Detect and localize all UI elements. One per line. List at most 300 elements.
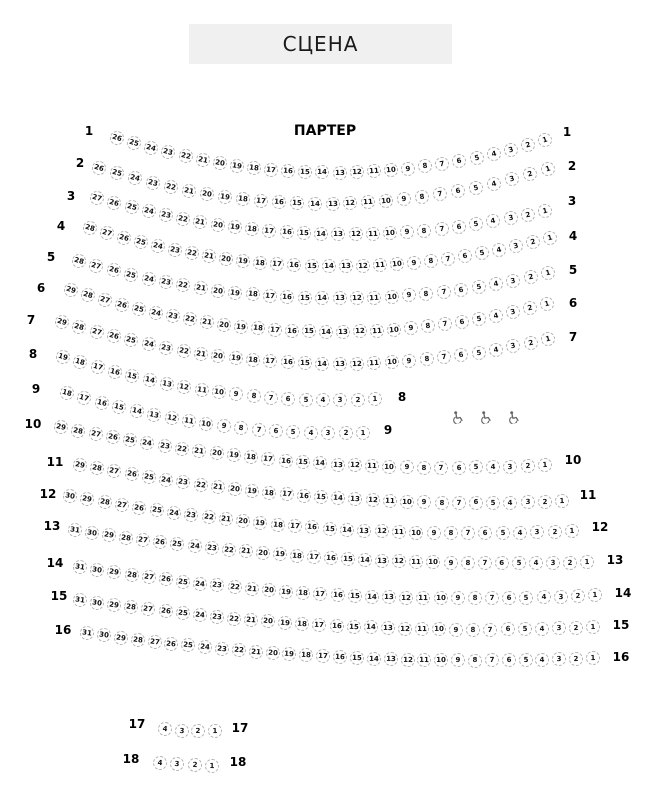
seat[interactable]: 4 xyxy=(488,307,504,323)
seat[interactable]: 22 xyxy=(182,311,198,327)
seat[interactable]: 19 xyxy=(228,285,243,300)
seat[interactable]: 1 xyxy=(539,160,557,178)
seat[interactable]: 13 xyxy=(330,457,345,472)
seat[interactable]: 26 xyxy=(106,194,123,211)
seat[interactable]: 6 xyxy=(502,653,516,667)
seat[interactable]: 10 xyxy=(433,591,447,605)
seat[interactable]: 7 xyxy=(437,316,453,332)
seat[interactable]: 6 xyxy=(450,183,466,199)
seat[interactable]: 6 xyxy=(457,248,473,264)
seat[interactable]: 4 xyxy=(488,342,504,358)
seat[interactable]: 28 xyxy=(118,530,134,546)
seat[interactable]: 15 xyxy=(304,259,318,273)
seat[interactable]: 21 xyxy=(218,512,233,527)
seat[interactable]: 8 xyxy=(460,556,474,570)
seat[interactable]: 12 xyxy=(365,493,380,508)
seat[interactable]: 16 xyxy=(285,323,300,338)
seat[interactable]: 2 xyxy=(522,269,539,286)
seat[interactable]: 18 xyxy=(262,485,277,500)
seat[interactable]: 25 xyxy=(170,536,186,552)
seat[interactable]: 5 xyxy=(517,622,531,636)
seat[interactable]: 28 xyxy=(130,632,146,648)
seat[interactable]: 3 xyxy=(503,459,517,473)
seat[interactable]: 25 xyxy=(108,165,125,182)
seat[interactable]: 15 xyxy=(313,489,328,504)
seat[interactable]: 6 xyxy=(454,314,470,330)
seat[interactable]: 9 xyxy=(402,353,417,368)
seat[interactable]: 15 xyxy=(341,552,356,567)
seat[interactable]: 13 xyxy=(331,227,345,241)
seat[interactable]: 20 xyxy=(235,513,250,528)
seat[interactable]: 18 xyxy=(235,191,251,207)
seat[interactable]: 8 xyxy=(419,352,434,367)
seat[interactable]: 17 xyxy=(287,519,302,534)
seat[interactable]: 27 xyxy=(141,601,157,617)
seat[interactable]: 20 xyxy=(209,445,225,461)
seat[interactable]: 1 xyxy=(541,229,558,246)
seat[interactable]: 17 xyxy=(306,549,321,564)
seat[interactable]: 13 xyxy=(339,259,353,273)
seat[interactable]: 16 xyxy=(280,290,295,305)
seat[interactable]: 13 xyxy=(333,357,347,371)
seat[interactable]: 19 xyxy=(229,158,245,174)
seat[interactable]: 27 xyxy=(88,189,105,206)
seat[interactable]: 4 xyxy=(316,393,330,407)
seat[interactable]: 23 xyxy=(144,175,161,192)
seat[interactable]: 27 xyxy=(87,426,103,442)
seat[interactable]: 9 xyxy=(417,495,431,509)
seat[interactable]: 16 xyxy=(280,355,295,370)
seat[interactable]: 22 xyxy=(226,611,241,626)
seat[interactable]: 23 xyxy=(158,207,175,224)
seat[interactable]: 24 xyxy=(197,639,212,654)
seat[interactable]: 15 xyxy=(124,368,141,385)
seat[interactable]: 28 xyxy=(124,567,140,583)
seat[interactable]: 4 xyxy=(485,145,502,162)
seat[interactable]: 2 xyxy=(538,494,552,508)
seat[interactable]: 22 xyxy=(184,245,200,261)
seat[interactable]: 13 xyxy=(336,325,350,339)
seat[interactable]: 21 xyxy=(191,443,207,459)
seat[interactable]: 7 xyxy=(485,591,499,605)
seat[interactable]: 22 xyxy=(193,477,209,493)
seat[interactable]: 14 xyxy=(358,552,373,567)
seat[interactable]: 5 xyxy=(468,149,485,166)
seat[interactable]: 10 xyxy=(384,289,399,304)
seat[interactable]: 18 xyxy=(245,352,260,367)
seat[interactable]: 12 xyxy=(176,379,192,395)
seat[interactable]: 16 xyxy=(324,550,339,565)
seat[interactable]: 13 xyxy=(375,553,390,568)
seat[interactable]: 27 xyxy=(147,634,163,650)
seat[interactable]: 15 xyxy=(296,226,311,241)
seat[interactable]: 28 xyxy=(81,219,99,237)
seat[interactable]: 4 xyxy=(152,755,167,770)
seat[interactable]: 3 xyxy=(502,141,519,158)
seat[interactable]: 12 xyxy=(398,621,412,635)
seat[interactable]: 17 xyxy=(268,322,283,337)
seat[interactable]: 12 xyxy=(350,356,364,370)
seat[interactable]: 9 xyxy=(406,255,421,270)
seat[interactable]: 2 xyxy=(563,555,577,569)
seat[interactable]: 19 xyxy=(236,253,252,269)
seat[interactable]: 24 xyxy=(166,505,182,521)
seat[interactable]: 24 xyxy=(143,139,160,156)
seat[interactable]: 20 xyxy=(218,251,234,267)
seat[interactable]: 20 xyxy=(210,348,226,364)
seat[interactable]: 1 xyxy=(208,724,223,739)
seat[interactable]: 24 xyxy=(141,336,158,353)
seat[interactable]: 26 xyxy=(116,229,133,246)
seat[interactable]: 12 xyxy=(374,524,389,539)
seat[interactable]: 18 xyxy=(250,321,265,336)
seat[interactable]: 25 xyxy=(123,266,140,283)
seat[interactable]: 28 xyxy=(70,252,87,269)
seat[interactable]: 20 xyxy=(255,545,270,560)
seat[interactable]: 4 xyxy=(529,556,543,570)
seat[interactable]: 10 xyxy=(211,384,227,400)
seat[interactable]: 16 xyxy=(330,588,345,603)
seat[interactable]: 11 xyxy=(365,226,379,240)
seat[interactable]: 26 xyxy=(108,129,126,147)
seat[interactable]: 17 xyxy=(263,354,278,369)
seat[interactable]: 2 xyxy=(187,758,202,773)
seat[interactable]: 12 xyxy=(348,227,362,241)
seat[interactable]: 29 xyxy=(53,419,70,436)
seat[interactable]: 12 xyxy=(350,291,364,305)
seat[interactable]: 18 xyxy=(299,648,314,663)
seat[interactable]: 8 xyxy=(444,526,458,540)
seat[interactable]: 23 xyxy=(160,144,177,161)
seat[interactable]: 28 xyxy=(71,318,88,335)
seat[interactable]: 25 xyxy=(123,332,140,349)
seat[interactable]: 2 xyxy=(522,335,539,352)
seat[interactable]: 11 xyxy=(181,413,197,429)
seat[interactable]: 13 xyxy=(333,291,347,305)
seat[interactable]: 16 xyxy=(279,225,294,240)
seat[interactable]: 22 xyxy=(175,343,191,359)
seat[interactable]: 20 xyxy=(212,155,228,171)
seat[interactable]: 3 xyxy=(530,525,544,539)
seat[interactable]: 24 xyxy=(140,270,157,287)
seat[interactable]: 30 xyxy=(89,562,105,578)
seat[interactable]: 2 xyxy=(350,392,364,406)
seat[interactable]: 14 xyxy=(307,196,321,210)
seat[interactable]: 2 xyxy=(570,589,585,604)
seat[interactable]: 6 xyxy=(502,591,516,605)
seat[interactable]: 31 xyxy=(72,559,88,575)
seat[interactable]: 25 xyxy=(133,234,150,251)
seat[interactable]: 6 xyxy=(453,347,469,363)
seat[interactable]: 25 xyxy=(180,638,195,653)
seat[interactable]: 26 xyxy=(131,500,147,516)
seat[interactable]: 29 xyxy=(62,281,80,299)
seat[interactable]: 9 xyxy=(443,556,457,570)
seat[interactable]: 17 xyxy=(263,288,278,303)
seat[interactable]: 3 xyxy=(520,495,534,509)
seat[interactable]: 13 xyxy=(357,523,372,538)
seat[interactable]: 21 xyxy=(181,182,197,198)
seat[interactable]: 8 xyxy=(466,622,480,636)
seat[interactable]: 10 xyxy=(409,525,423,539)
seat[interactable]: 8 xyxy=(420,319,436,335)
seat[interactable]: 29 xyxy=(106,597,122,613)
seat[interactable]: 11 xyxy=(370,323,385,338)
seat[interactable]: 22 xyxy=(177,148,194,165)
seat[interactable]: 3 xyxy=(505,272,521,288)
seat[interactable]: 10 xyxy=(389,257,404,272)
seat[interactable]: 18 xyxy=(245,287,260,302)
seat[interactable]: 24 xyxy=(126,170,143,187)
seat[interactable]: 27 xyxy=(135,532,151,548)
seat[interactable]: 1 xyxy=(205,759,219,773)
seat[interactable]: 16 xyxy=(106,363,123,380)
seat[interactable]: 9 xyxy=(229,387,244,402)
seat[interactable]: 25 xyxy=(175,574,191,590)
seat[interactable]: 22 xyxy=(201,510,217,526)
seat[interactable]: 17 xyxy=(313,586,328,601)
seat[interactable]: 17 xyxy=(261,451,276,466)
seat[interactable]: 31 xyxy=(67,522,83,538)
seat[interactable]: 27 xyxy=(88,257,105,274)
seat[interactable]: 20 xyxy=(261,614,276,629)
seat[interactable]: 2 xyxy=(525,234,542,251)
seat[interactable]: 13 xyxy=(382,590,396,604)
seat[interactable]: 5 xyxy=(470,279,486,295)
seat[interactable]: 24 xyxy=(192,576,207,591)
seat[interactable]: 14 xyxy=(314,226,328,240)
seat[interactable]: 2 xyxy=(569,620,584,635)
seat[interactable]: 20 xyxy=(216,317,232,333)
seat[interactable]: 13 xyxy=(383,652,397,666)
seat[interactable]: 14 xyxy=(319,325,333,339)
seat[interactable]: 25 xyxy=(149,502,165,518)
seat[interactable]: 5 xyxy=(471,345,487,361)
seat[interactable]: 21 xyxy=(193,280,209,296)
seat[interactable]: 6 xyxy=(453,282,469,298)
seat[interactable]: 13 xyxy=(159,375,175,391)
seat[interactable]: 1 xyxy=(356,426,370,440)
seat[interactable]: 7 xyxy=(452,496,466,510)
seat[interactable]: 10 xyxy=(198,416,214,432)
seat[interactable]: 6 xyxy=(478,526,492,540)
seat[interactable]: 22 xyxy=(221,542,236,557)
seat[interactable]: 6 xyxy=(268,424,283,439)
seat[interactable]: 26 xyxy=(105,262,122,279)
seat[interactable]: 19 xyxy=(226,448,242,464)
seat[interactable]: 21 xyxy=(201,248,217,264)
seat[interactable]: 6 xyxy=(500,622,514,636)
seat[interactable]: 6 xyxy=(281,391,296,406)
seat[interactable]: 25 xyxy=(123,199,140,216)
seat[interactable]: 19 xyxy=(253,515,268,530)
seat[interactable]: 18 xyxy=(253,255,268,270)
seat[interactable]: 21 xyxy=(238,544,253,559)
seat[interactable]: 3 xyxy=(333,393,347,407)
seat[interactable]: 14 xyxy=(128,403,145,420)
seat[interactable]: 21 xyxy=(194,152,210,168)
seat[interactable]: 3 xyxy=(546,556,560,570)
seat[interactable]: 15 xyxy=(350,651,365,666)
seat[interactable]: 11 xyxy=(367,356,382,371)
seat[interactable]: 3 xyxy=(505,304,522,321)
seat[interactable]: 22 xyxy=(175,210,191,226)
seat[interactable]: 12 xyxy=(399,590,413,604)
seat[interactable]: 19 xyxy=(272,547,287,562)
seat[interactable]: 20 xyxy=(210,217,226,233)
seat[interactable]: 11 xyxy=(194,382,210,398)
seat[interactable]: 24 xyxy=(158,472,174,488)
seat[interactable]: 21 xyxy=(193,346,209,362)
seat[interactable]: 19 xyxy=(278,584,293,599)
seat[interactable]: 24 xyxy=(150,238,167,255)
seat[interactable]: 16 xyxy=(271,195,286,210)
seat[interactable]: 27 xyxy=(141,569,157,585)
seat[interactable]: 31 xyxy=(79,625,95,641)
seat[interactable]: 18 xyxy=(244,221,259,236)
seat[interactable]: 30 xyxy=(84,525,100,541)
seat[interactable]: 2 xyxy=(547,524,562,539)
seat[interactable]: 1 xyxy=(538,295,555,312)
seat[interactable]: 4 xyxy=(491,242,507,258)
seat[interactable]: 14 xyxy=(363,620,378,635)
seat[interactable]: 29 xyxy=(53,313,70,330)
seat[interactable]: 1 xyxy=(540,265,557,282)
seat[interactable]: 3 xyxy=(552,621,566,635)
seat[interactable]: 24 xyxy=(148,304,165,321)
seat[interactable]: 9 xyxy=(216,418,232,434)
seat[interactable]: 3 xyxy=(505,338,521,354)
seat[interactable]: 19 xyxy=(228,350,243,365)
seat[interactable]: 21 xyxy=(244,581,259,596)
seat[interactable]: 18 xyxy=(289,548,304,563)
seat[interactable]: 4 xyxy=(535,622,549,636)
seat[interactable]: 19 xyxy=(217,189,233,205)
seat[interactable]: 2 xyxy=(191,724,205,738)
seat[interactable]: 8 xyxy=(417,461,431,475)
seat[interactable]: 10 xyxy=(383,226,398,241)
seat[interactable]: 19 xyxy=(227,219,243,235)
seat[interactable]: 4 xyxy=(513,526,527,540)
seat[interactable]: 11 xyxy=(372,258,387,273)
seat[interactable]: 20 xyxy=(210,283,226,299)
seat[interactable]: 28 xyxy=(70,422,86,438)
seat[interactable]: 2 xyxy=(520,459,535,474)
seat[interactable]: 16 xyxy=(296,488,311,503)
seat[interactable]: 4 xyxy=(488,276,504,292)
seat[interactable]: 18 xyxy=(270,517,285,532)
seat[interactable]: 22 xyxy=(227,579,242,594)
seat[interactable]: 26 xyxy=(124,466,140,482)
seat[interactable]: 7 xyxy=(440,251,456,267)
seat[interactable]: 2 xyxy=(569,651,584,666)
seat[interactable]: 10 xyxy=(387,322,402,337)
seat[interactable]: 28 xyxy=(89,460,105,476)
seat[interactable]: 18 xyxy=(243,450,258,465)
seat[interactable]: 19 xyxy=(278,615,293,630)
seat[interactable]: 16 xyxy=(287,258,302,273)
seat[interactable]: 9 xyxy=(449,622,463,636)
seat[interactable]: 9 xyxy=(451,653,465,667)
seat[interactable]: 11 xyxy=(417,653,431,667)
seat[interactable]: 5 xyxy=(286,425,301,440)
seat[interactable]: 11 xyxy=(392,525,406,539)
seat[interactable]: 3 xyxy=(502,210,518,226)
seat[interactable]: 15 xyxy=(346,619,361,634)
seat[interactable]: 7 xyxy=(434,221,449,236)
seat[interactable]: 29 xyxy=(106,564,122,580)
seat[interactable]: 29 xyxy=(72,457,88,473)
seat[interactable]: 25 xyxy=(141,469,157,485)
seat[interactable]: 15 xyxy=(111,399,128,416)
seat[interactable]: 30 xyxy=(96,627,112,643)
seat[interactable]: 10 xyxy=(384,355,399,370)
seat[interactable]: 13 xyxy=(325,197,339,211)
seat[interactable]: 2 xyxy=(519,136,536,153)
seat[interactable]: 9 xyxy=(403,320,418,335)
seat[interactable]: 24 xyxy=(139,435,155,451)
seat[interactable]: 7 xyxy=(251,422,266,437)
seat[interactable]: 30 xyxy=(89,595,105,611)
seat[interactable]: 21 xyxy=(192,214,208,230)
seat[interactable]: 28 xyxy=(123,599,139,615)
seat[interactable]: 13 xyxy=(348,492,363,507)
seat[interactable]: 11 xyxy=(416,591,430,605)
seat[interactable]: 14 xyxy=(366,651,381,666)
seat[interactable]: 26 xyxy=(152,534,168,550)
seat[interactable]: 11 xyxy=(367,290,382,305)
seat[interactable]: 27 xyxy=(96,291,113,308)
seat[interactable]: 5 xyxy=(474,245,490,261)
seat[interactable]: 5 xyxy=(298,392,312,406)
seat[interactable]: 9 xyxy=(400,161,415,176)
seat[interactable]: 3 xyxy=(321,426,335,440)
seat[interactable]: 18 xyxy=(72,354,89,371)
seat[interactable]: 25 xyxy=(175,606,190,621)
seat[interactable]: 14 xyxy=(315,291,329,305)
seat[interactable]: 10 xyxy=(426,555,440,569)
seat[interactable]: 3 xyxy=(174,723,189,738)
seat[interactable]: 8 xyxy=(414,189,430,205)
seat[interactable]: 19 xyxy=(282,647,297,662)
seat[interactable]: 4 xyxy=(503,495,517,509)
seat[interactable]: 19 xyxy=(244,483,259,498)
seat[interactable]: 28 xyxy=(79,286,96,303)
seat[interactable]: 24 xyxy=(187,538,202,553)
seat[interactable]: 16 xyxy=(329,619,344,634)
seat[interactable]: 26 xyxy=(106,328,123,345)
seat[interactable]: 4 xyxy=(304,426,318,440)
seat[interactable]: 25 xyxy=(131,300,148,317)
seat[interactable]: 16 xyxy=(93,394,110,411)
seat[interactable]: 1 xyxy=(586,620,601,635)
seat[interactable]: 15 xyxy=(295,455,310,470)
seat[interactable]: 17 xyxy=(270,257,285,272)
seat[interactable]: 15 xyxy=(298,291,312,305)
seat[interactable]: 7 xyxy=(483,622,497,636)
seat[interactable]: 23 xyxy=(158,274,174,290)
seat[interactable]: 22 xyxy=(231,643,246,658)
seat[interactable]: 1 xyxy=(537,203,554,220)
seat[interactable]: 17 xyxy=(279,486,294,501)
seat[interactable]: 26 xyxy=(105,429,121,445)
seat[interactable]: 15 xyxy=(302,324,316,338)
seat[interactable]: 15 xyxy=(289,196,304,211)
seat[interactable]: 9 xyxy=(397,191,412,206)
seat[interactable]: 29 xyxy=(79,491,95,507)
seat[interactable]: 22 xyxy=(174,441,190,457)
seat[interactable]: 6 xyxy=(452,461,466,475)
